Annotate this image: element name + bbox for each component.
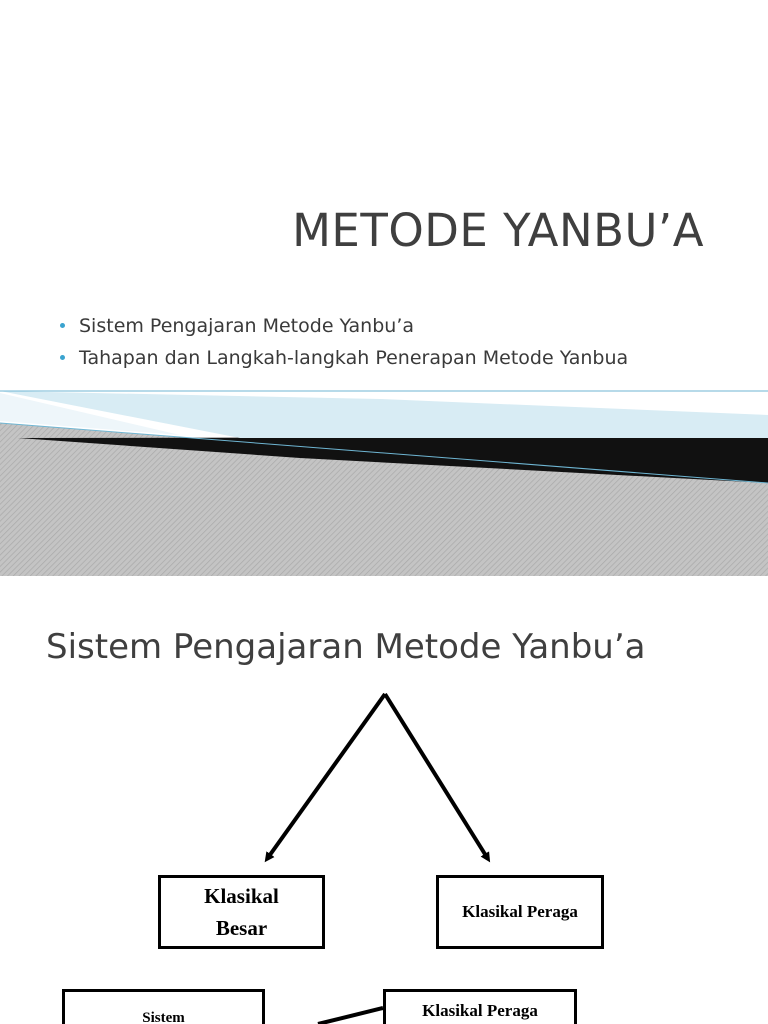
box-klasikal-peraga-2 bbox=[383, 989, 577, 1024]
box-sistem bbox=[62, 989, 265, 1024]
box-klasikal-besar-line1: Klasikal bbox=[204, 884, 279, 908]
connector-sistem-to-peraga bbox=[318, 1008, 383, 1024]
diagram-arrows bbox=[0, 576, 768, 1024]
box-klasikal-peraga bbox=[436, 875, 604, 949]
box-klasikal-peraga-2-label: Klasikal Peraga bbox=[422, 1001, 538, 1020]
box-sistem-label: Sistem bbox=[142, 1010, 185, 1024]
box-klasikal-peraga-label: Klasikal Peraga bbox=[462, 902, 578, 921]
slide-2-title: Sistem Pengajaran Metode Yanbu’a bbox=[46, 627, 646, 667]
bullet-text-1: Sistem Pengajaran Metode Yanbu’a bbox=[79, 315, 415, 337]
slide-1-title: METODE YANBU’A bbox=[292, 204, 704, 257]
slide-1-bullet-list bbox=[58, 311, 698, 375]
bullet-item-2 bbox=[58, 343, 698, 373]
bullet-dot-icon bbox=[60, 355, 65, 360]
band-light-blue-wedge bbox=[0, 391, 768, 438]
bullet-dot-icon bbox=[60, 323, 65, 328]
slide-2 bbox=[0, 576, 768, 1024]
box-klasikal-besar bbox=[158, 875, 325, 949]
bullet-text-2: Tahapan dan Langkah-langkah Penerapan Metode Yanbua bbox=[79, 347, 629, 369]
bullet-item-1 bbox=[58, 311, 698, 341]
slide-1-decorative-band bbox=[0, 385, 768, 576]
arrow-to-klasikal-besar bbox=[267, 694, 385, 859]
box-klasikal-besar-line2: Besar bbox=[215, 916, 268, 940]
arrow-to-klasikal-peraga bbox=[385, 694, 488, 859]
